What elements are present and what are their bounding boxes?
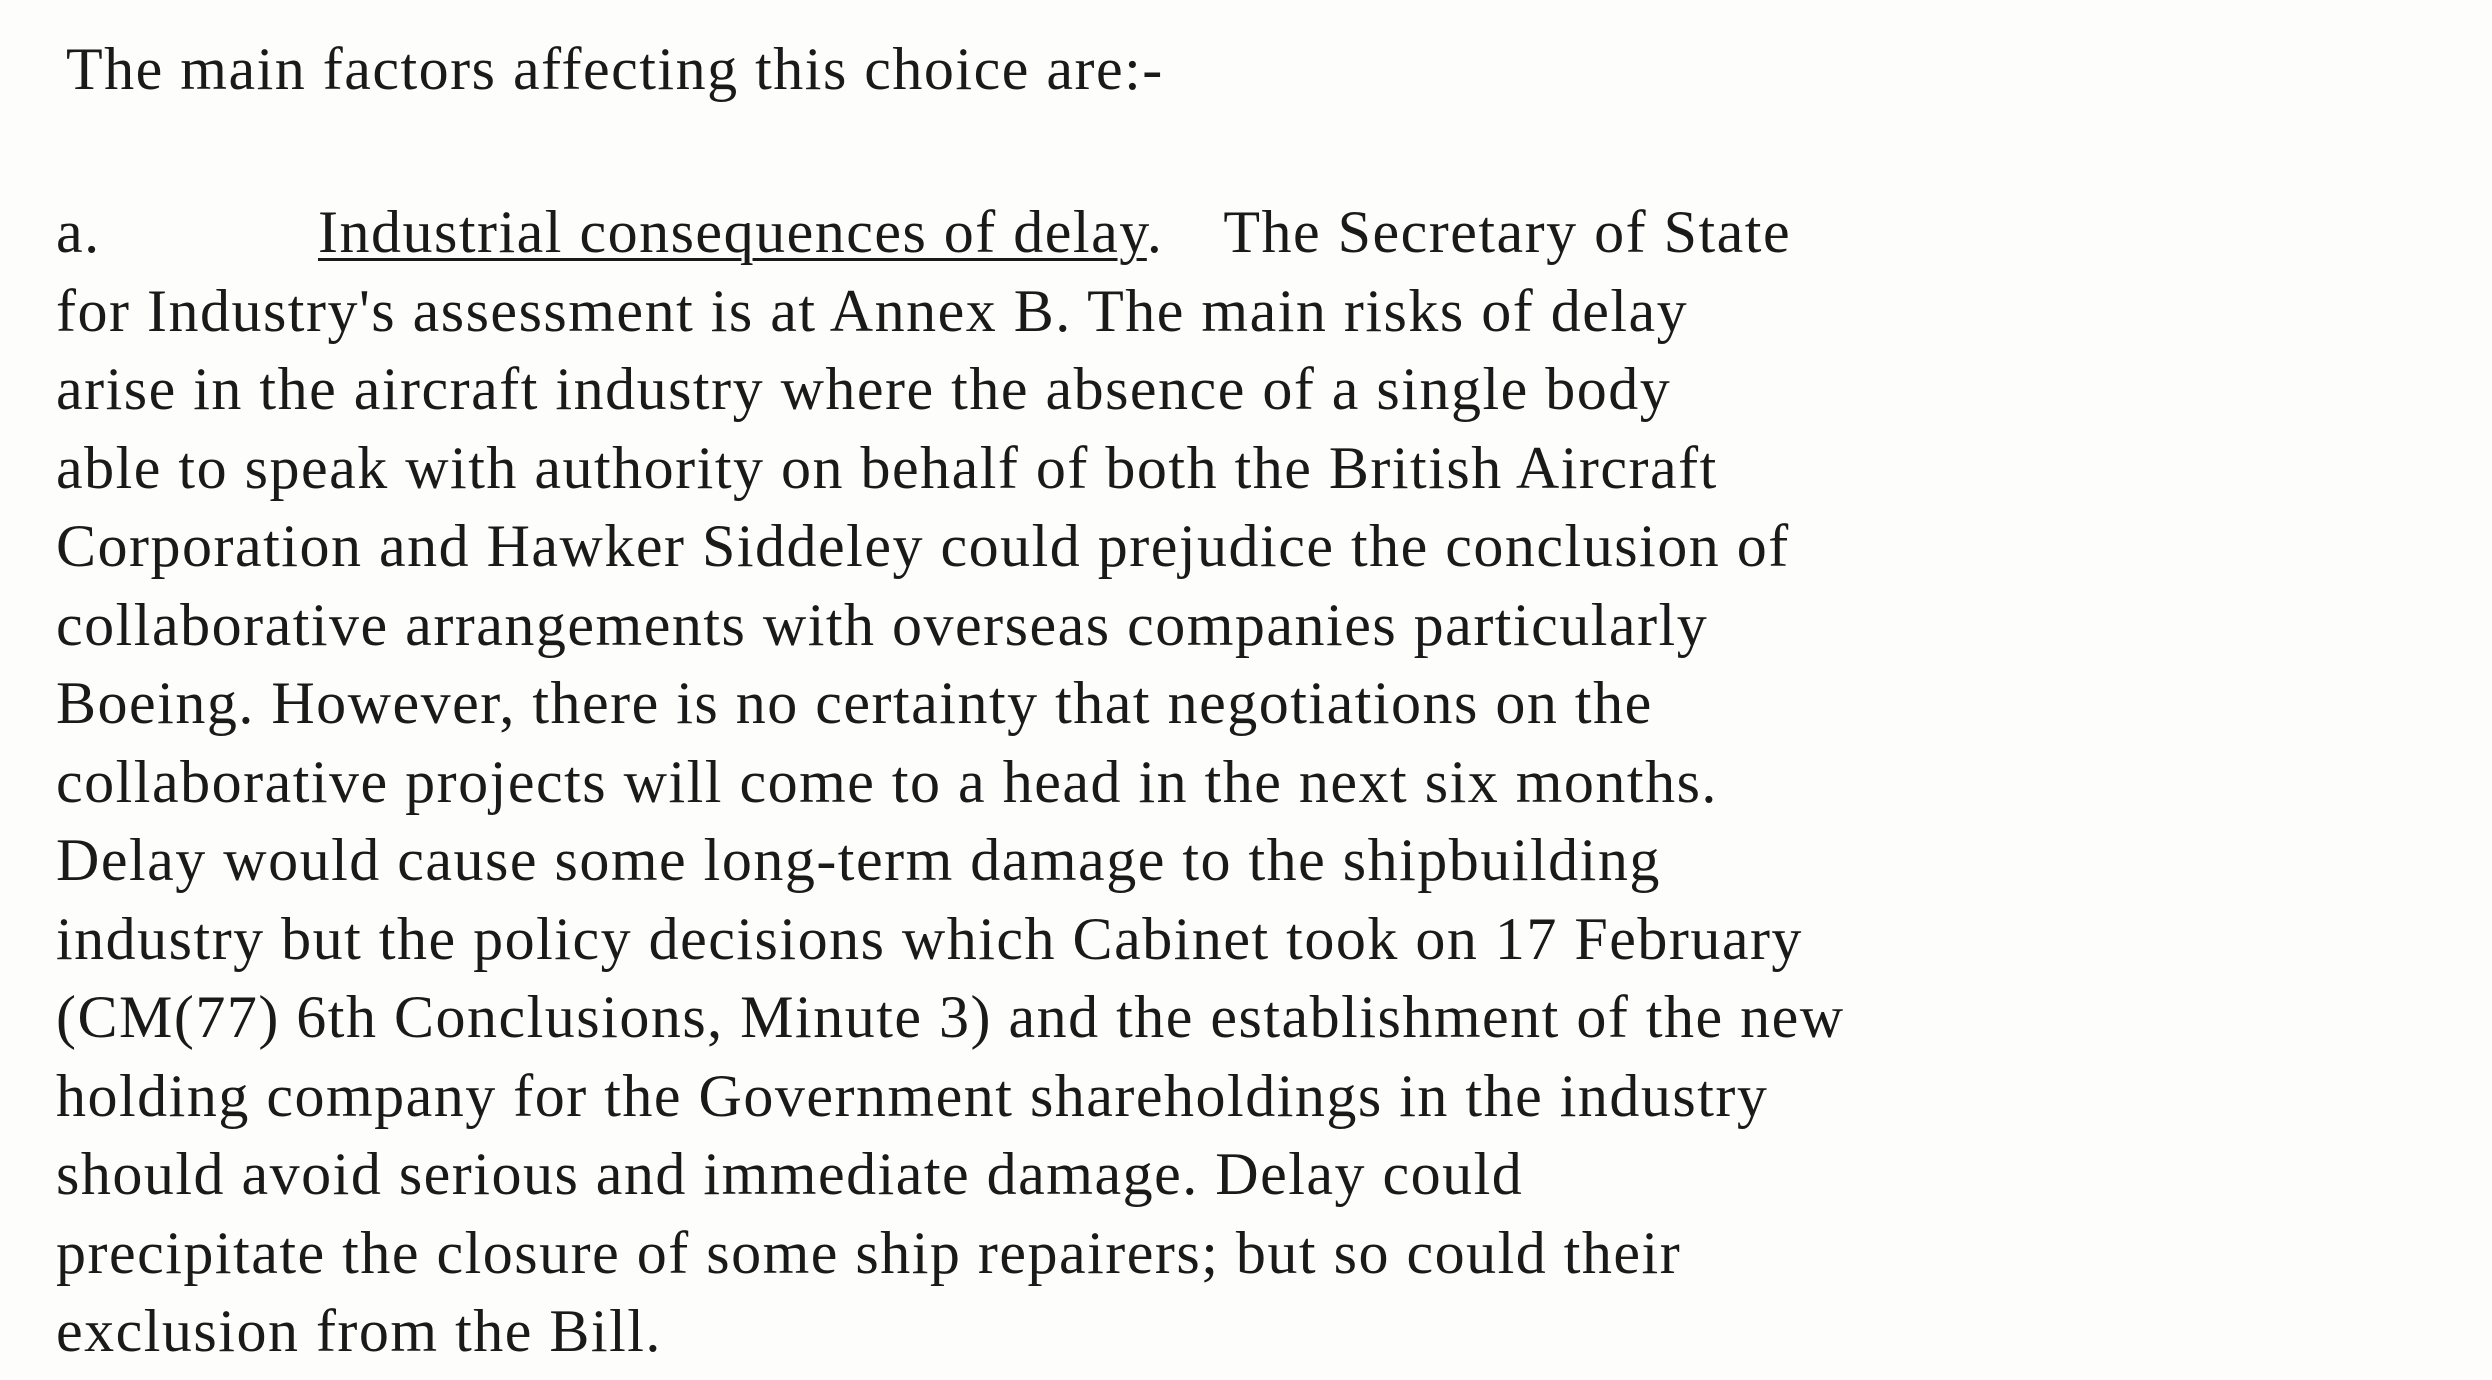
heading-period: . (1146, 199, 1164, 265)
paragraph-line: Corporation and Hawker Siddeley could prejudice the conclusion of (56, 513, 1790, 579)
item-label: a. (56, 199, 101, 265)
intro-sentence: The main factors affecting this choice are:- (66, 36, 1164, 102)
item-heading: Industrial consequences of delay (318, 199, 1147, 265)
paragraph-line: Boeing. However, there is no certainty that negotiations on the (56, 670, 1653, 736)
paragraph-line: precipitate the closure of some ship repairers; but so could their (56, 1219, 1682, 1286)
paragraph-line: collaborative projects will come to a head in the next six months. (56, 748, 1718, 815)
paragraph-line: collaborative arrangements with overseas companies particularly (56, 591, 1709, 658)
paragraph-line: (CM(77) 6th Conclusions, Minute 3) and the establishment of the new (56, 984, 1845, 1050)
paragraph-line: for Industry's assessment is at Annex B. The main risks of delay (56, 277, 1689, 344)
first-line-text: The Secretary of State (1223, 199, 1792, 265)
paragraph-line: exclusion from the Bill. (56, 1298, 662, 1364)
paragraph-line: industry but the policy decisions which Cabinet took on 17 February (56, 905, 1803, 972)
paragraph-line: holding company for the Government shareholdings in the industry (56, 1062, 1769, 1129)
paragraph-line: arise in the aircraft industry where the absence of a single body (56, 356, 1672, 422)
paragraph-line-1 (56, 193, 2456, 272)
paragraph-line: Delay would cause some long-term damage to the shipbuilding (56, 827, 1661, 893)
paragraph-a (56, 193, 2456, 1371)
paragraph-line: able to speak with authority on behalf of both the British Aircraft (56, 434, 1718, 501)
paragraph-line: should avoid serious and immediate damage. Delay could (56, 1141, 1524, 1207)
